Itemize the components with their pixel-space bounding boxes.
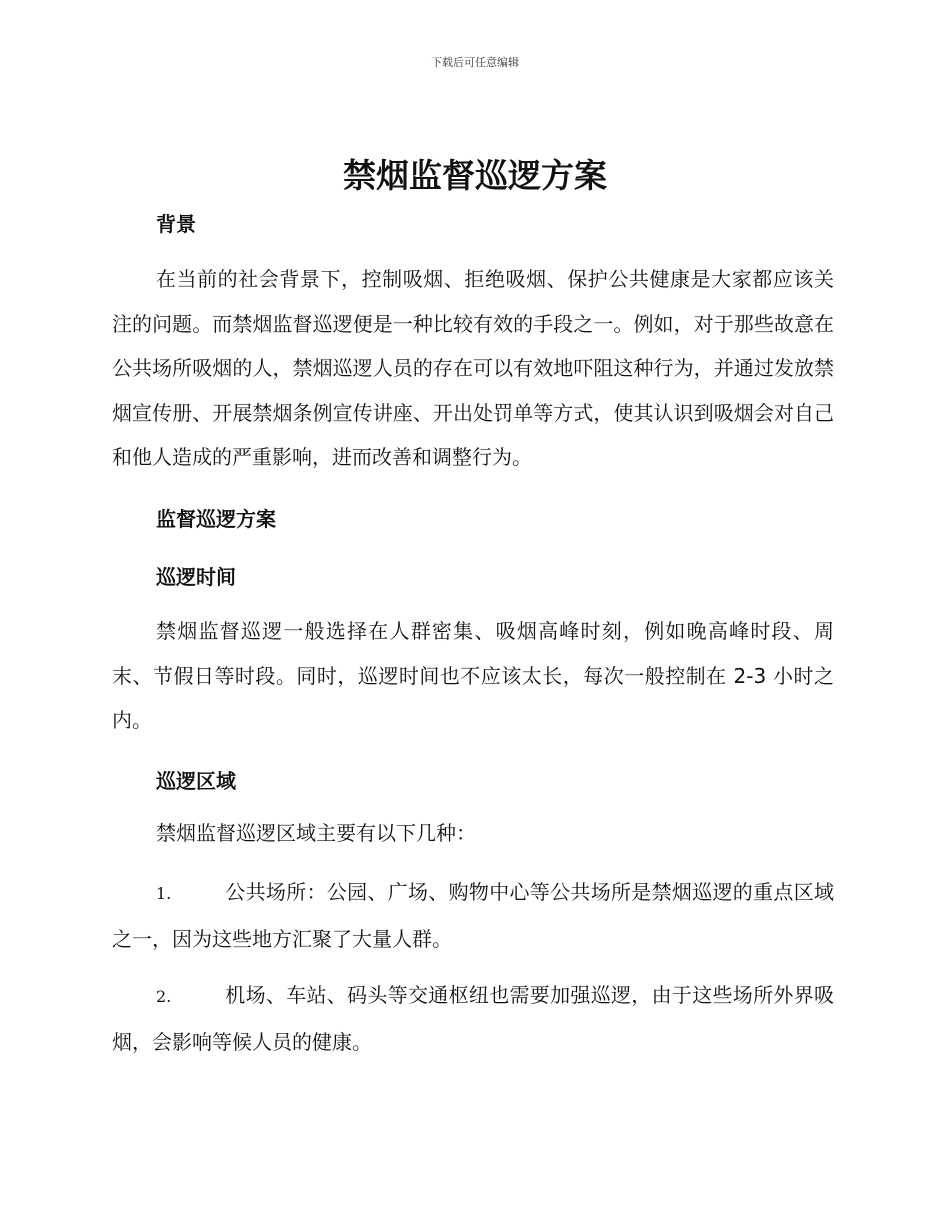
heading-patrol-time: 巡逻时间: [156, 565, 236, 589]
paragraph-background: 在当前的社会背景下，控制吸烟、拒绝吸烟、保护公共健康是大家都应该关注的问题。而禁烟监督巡逻便是一种比较有效的手段之一。例如，对于那些故意在公共场所吸烟的人，禁烟巡逻人员的存在可以有效地吓阻这种行为，并通过发放禁烟宣传册、开展禁烟条例宣传讲座、开出处罚单等方式，使其认识到吸烟会对自己和他人造成的严重影响，进而改善和调整行为。: [112, 267, 834, 469]
paragraph-patrol-area-intro: 禁烟监督巡逻区域主要有以下几种：: [156, 821, 476, 845]
heading-patrol-area: 巡逻区域: [156, 769, 236, 793]
heading-plan: 监督巡逻方案: [156, 507, 276, 531]
heading-background: 背景: [156, 212, 196, 236]
page-header-note: 下载后可任意编辑: [431, 56, 519, 69]
list-item-area-1: [112, 870, 834, 961]
list-item-text: 机场、车站、码头等交通枢纽也需要加强巡逻，由于这些场所外界吸烟，会影响等候人员的健康。: [112, 983, 834, 1054]
list-item-area-2: [112, 973, 834, 1064]
document-title: 禁烟监督巡逻方案: [343, 156, 607, 195]
list-number: 1.: [156, 884, 172, 903]
list-item-text: 公共场所：公园、广场、购物中心等公共场所是禁烟巡逻的重点区域之一，因为这些地方汇聚了大量人群。: [112, 880, 834, 951]
list-number: 2.: [156, 987, 172, 1006]
paragraph-patrol-time: 禁烟监督巡逻一般选择在人群密集、吸烟高峰时刻，例如晚高峰时段、周末、节假日等时段。同时，巡逻时间也不应该太长，每次一般控制在 2-3 小时之内。: [112, 619, 834, 732]
